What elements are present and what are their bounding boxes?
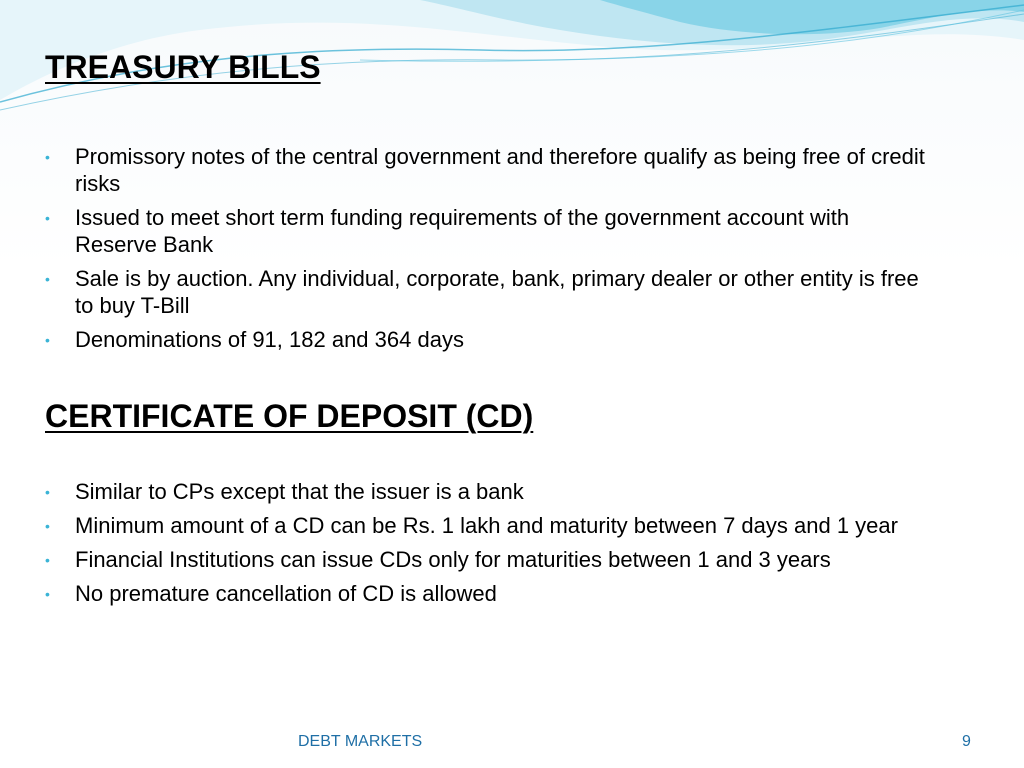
- page-number: 9: [962, 733, 971, 750]
- bullet-icon: •: [45, 484, 50, 500]
- bullet-icon: •: [45, 518, 50, 534]
- bullet-text: Similar to CPs except that the issuer is a bank: [75, 479, 524, 504]
- list-item: [45, 143, 935, 197]
- bullet-text: Denominations of 91, 182 and 364 days: [75, 327, 464, 352]
- section-heading-treasury-bills: TREASURY BILLS: [45, 49, 321, 85]
- bullet-icon: •: [45, 552, 50, 568]
- list-item: [45, 326, 935, 353]
- list-item: [45, 265, 935, 319]
- bullet-icon: •: [45, 271, 50, 287]
- treasury-bills-bullet-list: [45, 143, 935, 360]
- bullet-text: No premature cancellation of CD is allowed: [75, 581, 497, 606]
- bullet-icon: •: [45, 332, 50, 348]
- list-item: [45, 580, 935, 607]
- bullet-text: Sale is by auction. Any individual, corporate, bank, primary dealer or other entity is free to buy T-Bill: [75, 266, 919, 318]
- bullet-text: Minimum amount of a CD can be Rs. 1 lakh and maturity between 7 days and 1 year: [75, 513, 898, 538]
- section-heading-certificate-of-deposit: CERTIFICATE OF DEPOSIT (CD): [45, 398, 534, 434]
- certificate-of-deposit-bullet-list: [45, 478, 935, 614]
- bullet-text: Financial Institutions can issue CDs only for maturities between 1 and 3 years: [75, 547, 831, 572]
- list-item: [45, 204, 935, 258]
- bullet-text: Promissory notes of the central government and therefore qualify as being free of credit risks: [75, 144, 925, 196]
- bullet-icon: •: [45, 210, 50, 226]
- bullet-text: Issued to meet short term funding requirements of the government account with Reserve Bank: [75, 205, 850, 257]
- list-item: [45, 546, 935, 573]
- list-item: [45, 478, 935, 505]
- bullet-icon: •: [45, 586, 50, 602]
- footer-label: DEBT MARKETS: [298, 733, 423, 750]
- bullet-icon: •: [45, 149, 50, 165]
- list-item: [45, 512, 935, 539]
